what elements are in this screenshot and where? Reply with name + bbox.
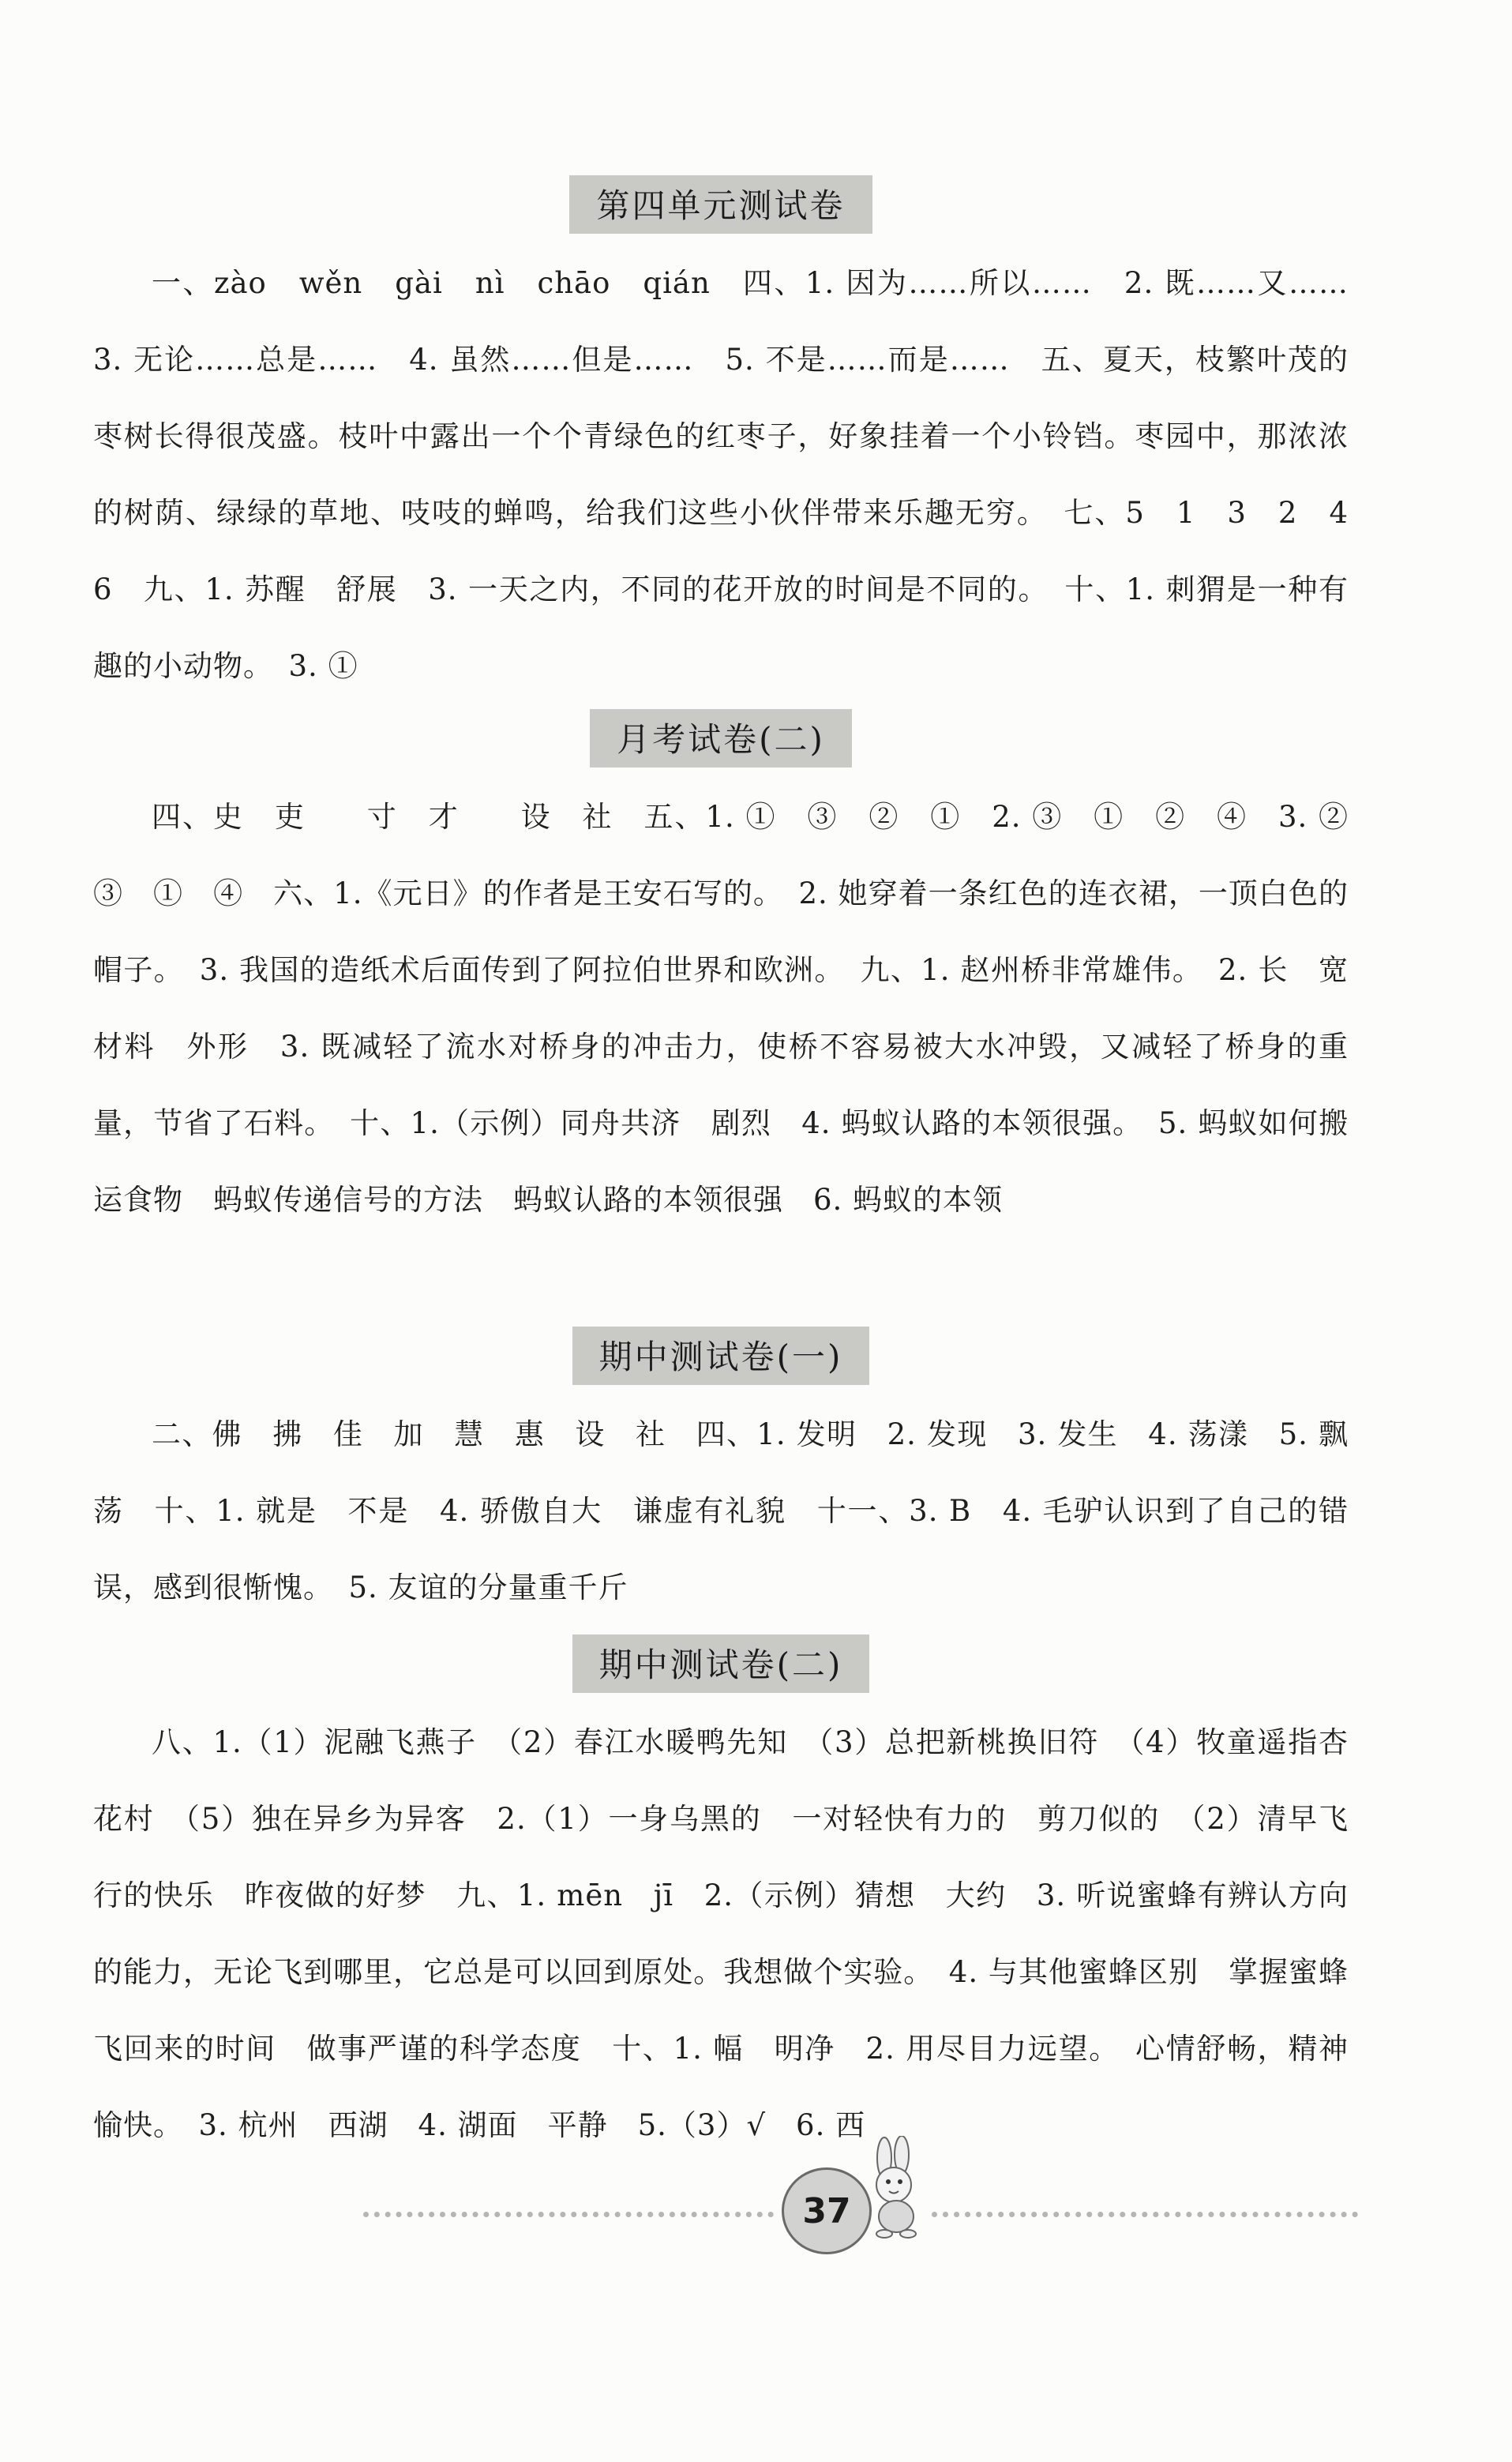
footer-dots-right [932, 2212, 1358, 2217]
section-title: 月考试卷(二) [590, 709, 852, 767]
page-number: 37 [802, 2190, 851, 2231]
answer-text: 八、1.（1）泥融飞燕子 （2）春江水暖鸭先知 （3）总把新桃换旧符 （4）牧童遥指杏花村 （5）独在异乡为异客 2.（1）一身乌黑的 一对轻快有力的 剪刀似的 （2）清早飞行的快乐 昨夜做的好梦 九、1. mēn jī 2.（示例）猜想 大约 3. 听说蜜蜂有辨认方向的能力，无论飞到哪里，它总是可以回到原处。我想做个实验。 4. 与其他蜜蜂区别 掌握蜜蜂飞回来的时间 做事严谨的科学态度 十、1. 幅 明净 2. 用尽目力远望。 心情舒畅，精神愉快。 3. 杭州 西湖 4. 湖面 平静 5.（3）√ 6. 西 [93, 1725, 1349, 2142]
bunny-mascot-icon [853, 2136, 940, 2239]
section-midterm-test-1 [93, 1327, 1349, 1626]
section-midterm-test-2 [93, 1634, 1349, 2164]
answer-text: 二、佛 拂 佳 加 慧 惠 设 社 四、1. 发明 2. 发现 3. 发生 4. 荡漾 5. 飘荡 十、1. 就是 不是 4. 骄傲自大 谦虚有礼貌 十一、3. B 4. 毛驴认识到了自己的错误，感到很惭愧。 5. 友谊的分量重千斤 [93, 1417, 1349, 1604]
section-unit4-test [93, 175, 1379, 704]
answer-text: 四、史 吏 寸 才 设 社 五、1. ① ③ ② ① 2. ③ ① ② ④ 3. ② ③ ① ④ 六、1.《元日》的作者是王安石写的。 2. 她穿着一条红色的连衣裙，一顶白色的帽子。 3. 我国的造纸术后面传到了阿拉伯世界和欧洲。 九、1. 赵州桥非常雄伟。 2. 长 宽 材料 外形 3. 既减轻了流水对桥身的冲击力，使桥不容易被大水冲毁，又减轻了桥身的重量，节省了石料。 十、1.（示例）同舟共济 剧烈 4. 蚂蚁认路的本领很强。 5. 蚂蚁如何搬运食物 蚂蚁传递信号的方法 蚂蚁认路的本领很强 6. 蚂蚁的本领 [93, 800, 1379, 1217]
section-title: 期中测试卷(二) [572, 1634, 870, 1693]
section-title: 期中测试卷(一) [572, 1327, 870, 1385]
section-monthly-test-2 [93, 709, 1379, 1238]
answer-text: 一、zào wěn gài nì chāo qián 四、1. 因为……所以…… 2. 既……又…… 3. 无论……总是…… 4. 虽然……但是…… 5. 不是……而是…… 五、夏天，枝繁叶茂的枣树长得很茂盛。枝叶中露出一个个青绿色的红枣子，好象挂着一个小铃铛。枣园中，那浓浓的树荫、绿绿的草地、吱吱的蝉鸣，给我们这些小伙伴带来乐趣无穷。 七、5 1 3 2 4 6 九、1. 苏醒 舒展 3. 一天之内，不同的花开放的时间是不同的。 十、1. 刺猬是一种有趣的小动物。 3. ① [93, 266, 1379, 683]
section-title: 第四单元测试卷 [569, 175, 872, 234]
footer-dots-left [363, 2212, 774, 2217]
